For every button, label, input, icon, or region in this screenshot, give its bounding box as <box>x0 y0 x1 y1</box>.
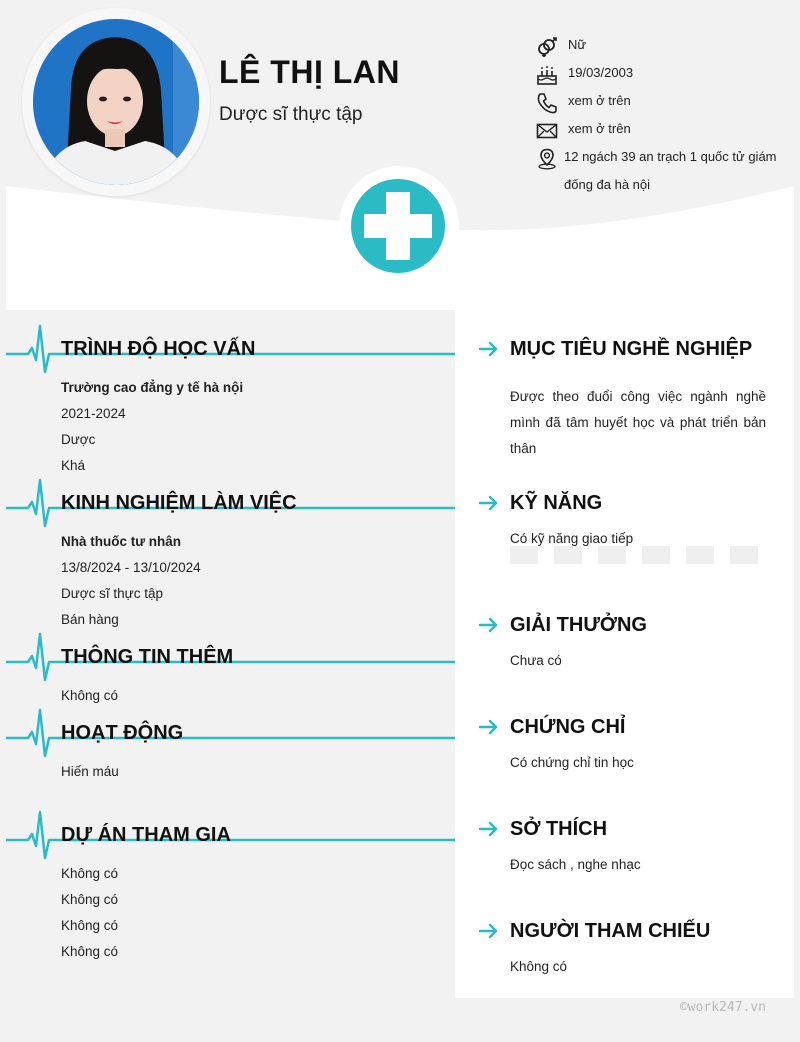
arrow-right-icon <box>479 617 499 633</box>
list-item: Không có <box>61 918 119 933</box>
list-item: Không có <box>61 944 119 959</box>
birthday-cake-icon <box>536 64 558 86</box>
contact-text: 12 ngách 39 an trạch 1 quốc tử giám đống đa hà nội <box>564 149 777 192</box>
section-title: THÔNG TIN THÊM <box>61 646 234 668</box>
contact-text: xem ở trên <box>568 121 631 136</box>
skill-rating-dot <box>554 546 582 564</box>
section-body: Được theo đuổi công việc ngành nghề mình đã tâm huyết học và phát triển bản thân <box>510 389 766 456</box>
list-item: Bán hàng <box>61 612 119 627</box>
list-item: Không có <box>61 866 119 881</box>
contact-text: xem ở trên <box>568 93 631 108</box>
arrow-right-icon <box>479 495 499 511</box>
list-item: 13/8/2024 - 13/10/2024 <box>61 560 201 575</box>
section-title: HOẠT ĐỘNG <box>61 722 184 744</box>
section-title: KINH NGHIỆM LÀM VIỆC <box>61 492 297 514</box>
watermark: ©work247.vn <box>679 1000 766 1015</box>
arrow-right-icon <box>479 821 499 837</box>
contact-text: Nữ <box>568 37 587 52</box>
section-title: CHỨNG CHỈ <box>510 716 626 738</box>
right-column <box>455 310 794 998</box>
list-item: Không có <box>61 892 119 907</box>
section-title: MỤC TIÊU NGHỀ NGHIỆP <box>510 338 753 360</box>
skill-rating-bar <box>510 546 770 564</box>
list-item: Dược sĩ thực tập <box>61 586 163 601</box>
skill-rating-dot <box>598 546 626 564</box>
skill-rating-dot <box>730 546 758 564</box>
phone-icon <box>536 92 558 114</box>
list-item: Không có <box>61 688 119 703</box>
section-body: Có kỹ năng giao tiếp <box>510 531 634 546</box>
arrow-right-icon <box>479 341 499 357</box>
arrow-right-icon <box>479 923 499 939</box>
envelope-icon <box>536 120 558 142</box>
location-pin-icon <box>536 148 558 170</box>
candidate-job-title: Dược sĩ thực tập <box>219 104 363 125</box>
avatar <box>33 19 199 185</box>
section-title: TRÌNH ĐỘ HỌC VẤN <box>61 338 256 360</box>
section-title: NGƯỜI THAM CHIẾU <box>510 920 711 942</box>
section-body: Không có <box>510 959 568 974</box>
list-item: Khá <box>61 458 86 473</box>
section-body: Có chứng chỉ tin học <box>510 755 634 770</box>
list-item: Nhà thuốc tư nhân <box>61 534 182 549</box>
section-title: GIẢI THƯỞNG <box>510 614 647 636</box>
section-title: DỰ ÁN THAM GIA <box>61 824 231 846</box>
list-item: Hiến máu <box>61 764 119 779</box>
contact-text: 19/03/2003 <box>568 65 634 80</box>
skill-rating-dot <box>686 546 714 564</box>
skill-rating-dot <box>642 546 670 564</box>
section-title: KỸ NĂNG <box>510 492 603 514</box>
candidate-name: LÊ THỊ LAN <box>219 54 400 90</box>
cv-page <box>6 0 794 1038</box>
arrow-right-icon <box>479 719 499 735</box>
section-title: SỞ THÍCH <box>510 818 608 840</box>
list-item: Trường cao đẳng y tế hà nội <box>61 380 244 395</box>
skill-rating-dot <box>510 546 538 564</box>
left-column <box>6 310 455 1038</box>
section-body: Đọc sách , nghe nhạc <box>510 857 641 872</box>
gender-icon <box>536 36 558 58</box>
section-body: Chưa có <box>510 653 562 668</box>
list-item: 2021-2024 <box>61 406 126 421</box>
medical-cross-icon <box>350 178 446 274</box>
list-item: Dược <box>61 432 96 447</box>
